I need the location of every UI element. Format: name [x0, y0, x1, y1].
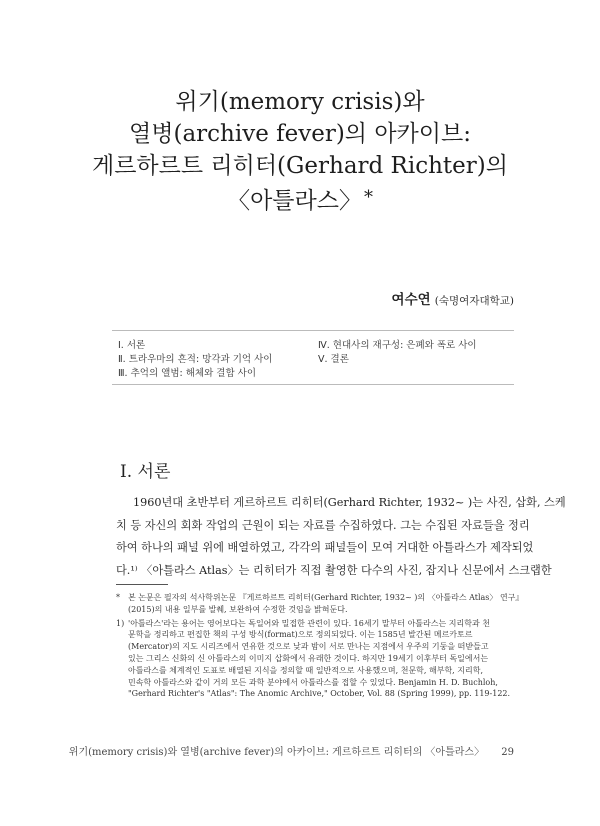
body-line: 1960년대 초반부터 게르하르트 리히터(Gerhard Richter, 1932~ )는 사진, 삽화, 스케	[133, 496, 566, 509]
title-line-4-text: 〈아틀라스〉	[227, 188, 362, 214]
footnotes	[116, 592, 524, 702]
running-title: 위기(memory crisis)와 열병(archive fever)의 아카이브: 게르하르트 리히터의 〈아틀라스〉	[68, 747, 485, 758]
title-line-1: 위기(memory crisis)와	[175, 89, 425, 115]
author-name: 여수연	[391, 292, 431, 308]
title-line-3: 게르하르트 리히터(Gerhard Richter)의	[92, 153, 508, 179]
footnote-mark: *	[116, 593, 120, 602]
title-line-2: 열병(archive fever)의 아카이브:	[129, 121, 471, 147]
toc-left-column	[118, 339, 272, 381]
footnote-line: "Gerhard Richter's "Atlas": The Anomic Archive," October, Vol. 88 (Spring 1999), pp. 119-122.	[128, 689, 511, 699]
title-asterisk: *	[363, 187, 373, 208]
footnote-line: 문학을 정리하고 편집한 책의 구성 방식(format)으로 정의되었다. 이는 1585년 발간된 메르카토르	[128, 630, 473, 640]
footnote-mark: 1)	[116, 618, 125, 628]
footnote-line: (Mercator)의 지도 시리즈에서 연유한 것으로 낮과 밤이 서로 만나는 지점에서 우주의 기둥을 떠받들고	[128, 642, 489, 652]
body-line: 하여 하나의 패널 위에 배열하였고, 각각의 패널들이 모여 거대한 아틀라스가 제작되었	[116, 541, 534, 554]
footnote-line: 민속학 아틀라스와 같이 거의 모든 과학 분야에서 아틀라스를 접할 수 있었다. Benjamin H. D. Buchloh,	[128, 677, 498, 687]
page-footer	[69, 743, 514, 758]
section-heading: Ⅰ. 서론	[120, 462, 171, 482]
title-line-4	[0, 182, 600, 217]
body-line: 다.¹⁾ 〈아틀라스 Atlas〉는 리히터가 직접 촬영한 다수의 사진, 잡지나 신문에서 스크랩한	[116, 563, 552, 577]
footnote-line: '아틀라스'라는 용어는 영어보다는 독일어와 밀접한 관련이 있다. 16세기 말부터 아틀라스는 지리학과 천	[128, 618, 490, 628]
toc-item: Ⅴ. 결론	[318, 354, 349, 365]
toc-item: Ⅲ. 추억의 앨범: 해체와 결합 사이	[118, 368, 256, 379]
footnote-line: 아틀라스를 체계적인 도표로 배열된 지식을 정의할 때 일반적으로 사용했으며, 천문학, 해부학, 지리학,	[128, 665, 483, 675]
article-title	[0, 86, 600, 217]
toc-right-column	[318, 339, 477, 367]
footnote-line: 본 논문은 필자의 석사학위논문 『게르하르트 리히터(Gerhard Richter, 1932~ )의 〈아틀라스 Atlas〉 연구』	[128, 593, 524, 602]
body-line: 치 등 자신의 회화 작업의 근원이 되는 자료를 수집하였다. 그는 수집된 자료들을 정리	[116, 518, 530, 532]
footnote	[116, 618, 514, 701]
footnote-line: 있는 그리스 신화의 신 아틀라스의 이미지 삽화에서 유래한 것이다. 하지만 19세기 이후부터 독일에서는	[128, 653, 489, 663]
page-number: 29	[501, 747, 514, 758]
footnote-line: (2015)의 내용 일부를 발췌, 보완하여 수정한 것임을 밝혀둔다.	[128, 604, 348, 614]
author-affiliation: (숙명여자대학교)	[434, 295, 514, 307]
footnote	[116, 592, 524, 616]
footnote-rule	[116, 584, 168, 585]
table-of-contents	[112, 330, 514, 385]
author-block	[392, 288, 514, 308]
toc-item: Ⅱ. 트라우마의 흔적: 망각과 기억 사이	[118, 354, 273, 365]
body-paragraph	[116, 492, 566, 582]
toc-item: Ⅰ. 서론	[118, 340, 146, 351]
toc-item: Ⅳ. 현대사의 재구성: 은폐와 폭로 사이	[318, 340, 477, 351]
